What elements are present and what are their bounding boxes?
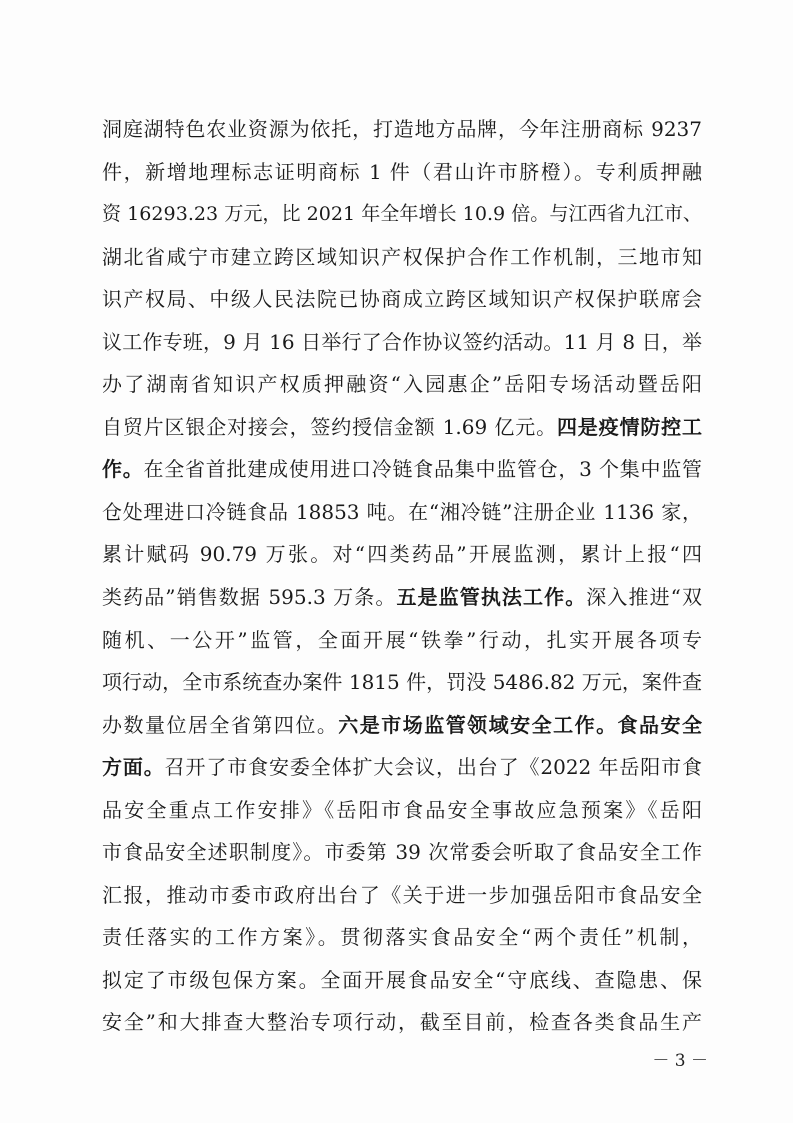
text-line	[102, 108, 702, 151]
body-text	[102, 108, 702, 1044]
body-text-segment: 件，新增地理标志证明商标 1 件（君山许市脐橙）。专利质押融	[102, 159, 702, 184]
body-text-segment: 深入推进“双	[586, 585, 702, 610]
text-line	[102, 1001, 702, 1044]
body-text-segment: 市食品安全述职制度》。市委第 39 次常委会听取了食品安全工作	[102, 840, 702, 865]
bold-heading-text: 六是市场监管领域安全工作。食品安全	[338, 712, 703, 737]
text-line	[102, 406, 702, 449]
text-line	[102, 959, 702, 1002]
text-line	[102, 193, 702, 236]
body-text-segment: 召开了市食安委全体扩大会议，出台了《2022 年岳阳市食	[164, 755, 702, 780]
body-text-segment: 在全省首批建成使用进口冷链食品集中监管仓，3 个集中监管	[143, 457, 702, 482]
body-text-segment: 自贸片区银企对接会，签约授信金额 1.69 亿元。	[102, 414, 557, 439]
text-line	[102, 533, 702, 576]
text-line	[102, 704, 702, 747]
bold-heading-text: 方面。	[102, 755, 165, 780]
text-line	[102, 363, 702, 406]
body-text-segment: 汇报，推动市委市政府出台了《关于进一步加强岳阳市食品安全	[102, 882, 702, 907]
body-text-segment: 资 16293.23 万元，比 2021 年全年增长 10.9 倍。与江西省九江市、	[102, 203, 703, 226]
body-text-segment: 拟定了市级包保方案。全面开展食品安全“守底线、查隐患、保	[102, 967, 702, 992]
body-text-segment: 办数量位居全省第四位。	[102, 712, 339, 737]
bold-heading-text: 作。	[102, 457, 144, 482]
body-text-segment: 仓处理进口冷链食品 18853 吨。在“湘冷链”注册企业 1136 家，	[102, 499, 702, 524]
body-text-segment: 洞庭湖特色农业资源为依托，打造地方品牌，今年注册商标 9237	[102, 117, 702, 141]
bold-heading-text: 五是监管执法工作。	[396, 585, 587, 610]
body-text-segment: 类药品”销售数据 595.3 万条。	[102, 585, 397, 610]
text-line	[102, 789, 702, 832]
text-line	[102, 916, 702, 959]
body-text-segment: 识产权局、中级人民法院已协商成立跨区域知识产权保护联席会	[102, 287, 702, 312]
body-text-segment: 议工作专班，9 月 16 日举行了合作协议签约活动。11 月 8 日，举	[102, 329, 702, 354]
text-line	[102, 619, 702, 662]
text-line	[102, 746, 702, 789]
page-number: － 3 －	[652, 1051, 708, 1071]
body-text-segment: 办了湖南省知识产权质押融资“入园惠企”岳阳专场活动暨岳阳	[102, 372, 702, 397]
text-line	[102, 236, 702, 279]
text-line	[102, 661, 702, 704]
text-line	[102, 278, 702, 321]
body-text-segment: 随机、一公开”监管，全面开展“铁拳”行动，扎实开展各项专	[102, 627, 702, 652]
bold-heading-text: 四是疫情防控工	[556, 414, 703, 439]
text-line	[102, 321, 702, 364]
text-line	[102, 491, 702, 534]
body-text-segment: 安全”和大排查大整治专项行动，截至目前，检查各类食品生产	[102, 1010, 702, 1035]
body-text-segment: 品安全重点工作安排》《岳阳市食品安全事故应急预案》《岳阳	[102, 797, 702, 822]
text-line	[102, 874, 702, 917]
body-text-segment: 项行动，全市系统查办案件 1815 件，罚没 5486.82 万元，案件查	[102, 670, 702, 695]
body-text-segment: 湖北省咸宁市建立跨区域知识产权保护合作工作机制，三地市知	[102, 244, 702, 269]
text-line	[102, 448, 702, 491]
text-line	[102, 831, 702, 874]
text-line	[102, 576, 702, 619]
text-line	[102, 151, 702, 194]
body-text-segment: 责任落实的工作方案》。贯彻落实食品安全“两个责任”机制，	[102, 925, 702, 950]
body-text-segment: 累计赋码 90.79 万张。对“四类药品”开展监测，累计上报“四	[102, 542, 702, 567]
